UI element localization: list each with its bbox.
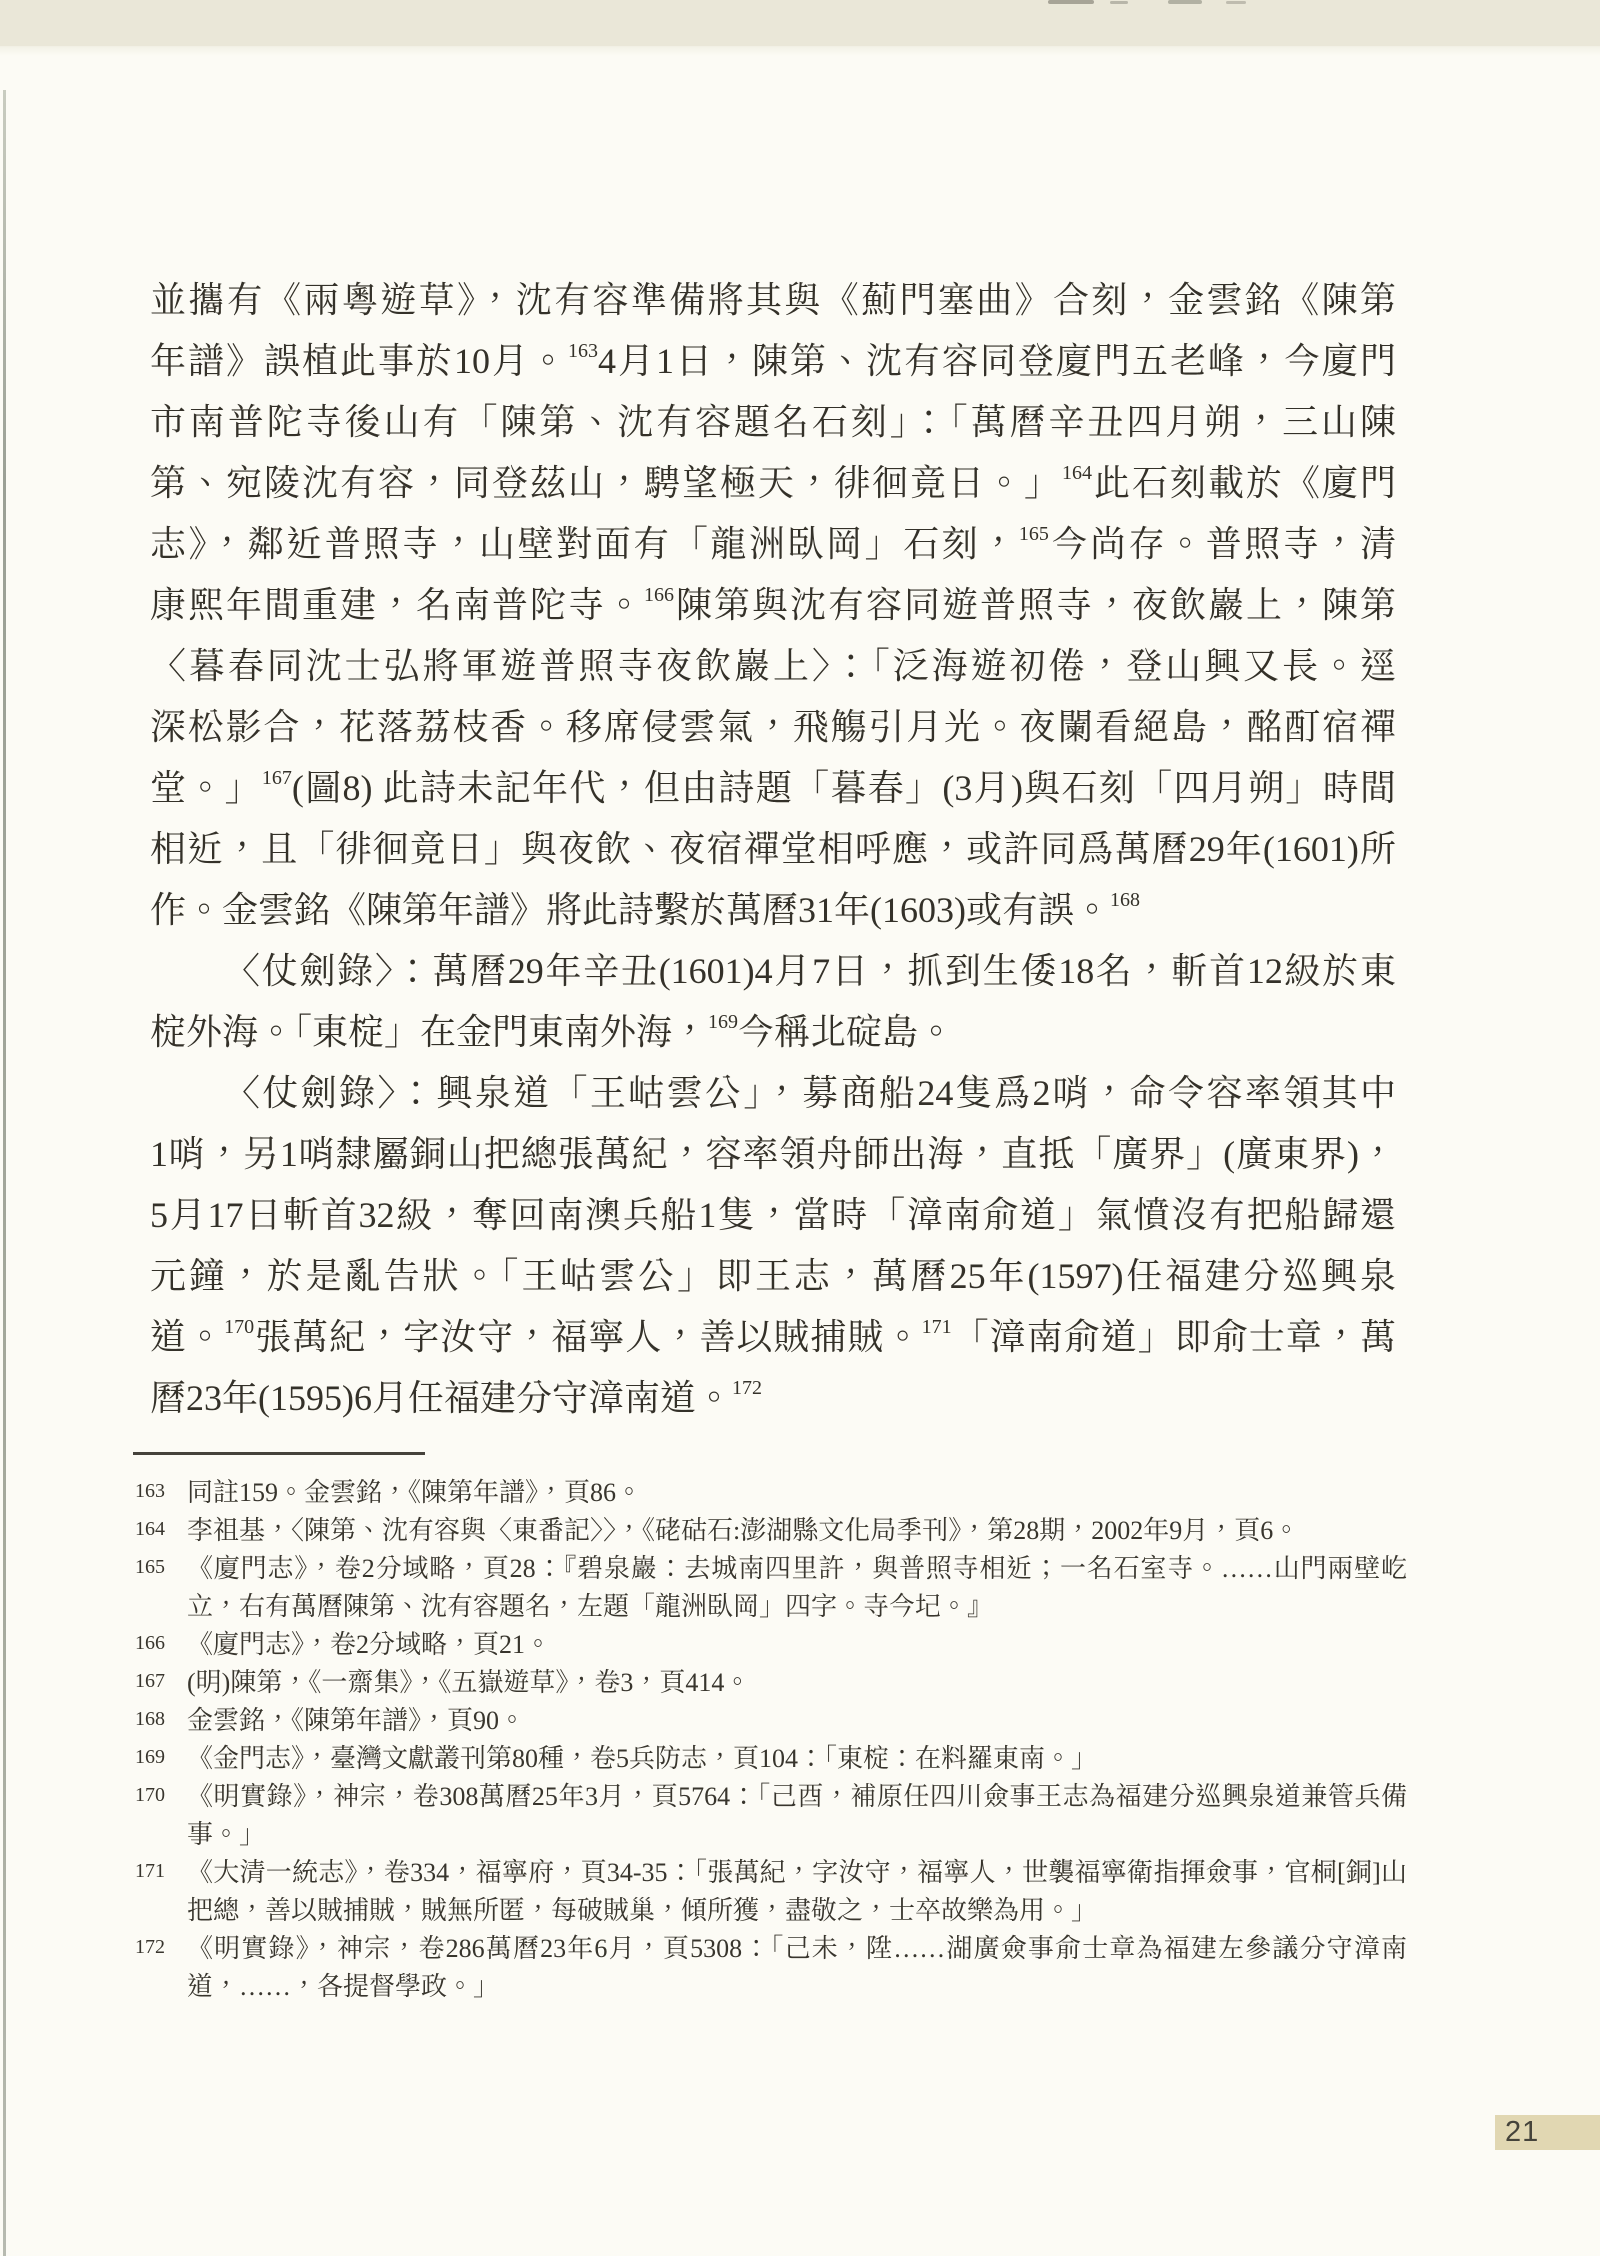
body-segment: 並攜有《兩粵遊草》，沈有容準備將其與《薊門塞曲》合刻，金雲銘《陳第: [150, 280, 1396, 320]
footnote-entry: [135, 1626, 1407, 1664]
footnote-text: 《金門志》，臺灣文獻叢刊第80種，卷5兵防志，頁104：「東椗：在料羅東南。」: [187, 1744, 1098, 1773]
body-segment: 曆23年(1595)6月任福建分守漳南道。: [150, 1378, 732, 1418]
page-number: 21: [1505, 2116, 1540, 2148]
body-line: [150, 575, 1396, 636]
footnote-entry: [135, 1778, 1407, 1854]
footnote-entry: [135, 1930, 1407, 2006]
footnote-text: 同註159。金雲銘，《陳第年譜》，頁86。: [187, 1478, 643, 1507]
body-segment: 志》，鄰近普照寺，山壁對面有「龍洲臥岡」石刻，: [150, 524, 1019, 564]
body-line: [150, 819, 1396, 880]
scan-smudge: [1226, 1, 1246, 4]
body-segment: 元鐘，於是亂告狀。「王岵雲公」即王志，萬曆25年(1597)任福建分巡興泉: [150, 1256, 1396, 1296]
body-segment: 深松影合，花落荔枝香。移席侵雲氣，飛觴引月光。夜闌看絕島，酩酊宿禪: [150, 707, 1396, 747]
footnote-entry: [135, 1702, 1407, 1740]
footnote-text: 《廈門志》，卷2分域略，頁21。: [187, 1630, 552, 1659]
footnote-number: 166: [135, 1632, 165, 1654]
body-line: [150, 880, 1396, 941]
footnote-text: 《廈門志》，卷2分域略，頁28：『碧泉巖：去城南四里許，與普照寺相近；一名石室寺。……山門兩壁屹立，右有萬曆陳第、沈有容題名，左題「龍洲臥岡」四字。寺今圮。』: [187, 1554, 1407, 1621]
footnote-ref: 168: [1109, 889, 1140, 911]
footnote-entry: [135, 1740, 1407, 1778]
body-line: [150, 1246, 1396, 1307]
body-line: [150, 758, 1396, 819]
body-line: [150, 270, 1396, 331]
body-segment: 作。金雲銘《陳第年譜》將此詩繫於萬曆31年(1603)或有誤。: [150, 890, 1110, 930]
footnote-entry: [135, 1664, 1407, 1702]
footnote-number: 170: [135, 1784, 165, 1806]
footnote-ref: 171: [921, 1316, 952, 1338]
body-segment: 第、宛陵沈有容，同登茲山，騁望極天，徘徊竟日。」: [150, 463, 1062, 503]
footnote-ref: 170: [224, 1316, 255, 1338]
body-segment: 陳第與沈有容同遊普照寺，夜飲巖上，陳第: [674, 585, 1396, 625]
page-number-box: [1495, 2115, 1600, 2150]
footnote-number: 165: [135, 1556, 165, 1578]
footnote-number: 164: [135, 1518, 165, 1540]
footnote-ref: 172: [731, 1377, 762, 1399]
footnote-text: 李祖基，〈陳第、沈有容與〈東番記〉〉，《硓𥑮石:澎湖縣文化局季刊》，第28期，2002年9月，頁6。: [187, 1516, 1300, 1545]
footnote-entry: [135, 1512, 1407, 1550]
body-segment: 張萬紀，字汝守，福寧人，善以賊捕賊。: [254, 1317, 922, 1357]
body-segment: (圖8) 此詩未記年代，但由詩題「暮春」(3月)與石刻「四月朔」時間: [291, 768, 1396, 808]
body-line: [150, 1063, 1396, 1124]
body-segment: 今稱北碇島。: [738, 1012, 955, 1052]
body-segment: 5月17日斬首32級，奪回南澳兵船1隻，當時「漳南俞道」氣憤沒有把船歸還: [150, 1195, 1396, 1235]
body-segment: 〈仗劍錄〉：興泉道「王岵雲公」，募商船24隻爲2哨，命令容率領其中: [224, 1073, 1396, 1113]
footnote-text: 金雲銘，《陳第年譜》，頁90。: [187, 1706, 526, 1735]
body-segment: 道。: [150, 1317, 225, 1357]
footnote-number: 168: [135, 1708, 165, 1730]
body-line: [150, 1002, 1396, 1063]
body-line: [150, 636, 1396, 697]
body-segment: 市南普陀寺後山有「陳第、沈有容題名石刻」：「萬曆辛丑四月朔，三山陳: [150, 402, 1396, 442]
footnote-entry: [135, 1550, 1407, 1626]
body-line: [150, 1368, 1396, 1429]
body-line: [150, 392, 1396, 453]
body-segment: 〈仗劍錄〉：萬曆29年辛丑(1601)4月7日，抓到生倭18名，斬首12級於東: [224, 951, 1396, 991]
body-line: [150, 1307, 1396, 1368]
footnote-text: 《明實錄》，神宗，卷286萬曆23年6月，頁5308：「己未，陞……湖廣僉事俞士章為福建左參議分守漳南道，……，各提督學政。」: [187, 1934, 1407, 2001]
body-segment: 「漳南俞道」即俞士章，萬: [951, 1317, 1396, 1357]
scan-smudge: [1110, 1, 1128, 4]
body-segment: 堂。」: [150, 768, 262, 808]
scan-smudge: [1048, 0, 1094, 4]
body-segment: 4月1日，陳第、沈有容同登廈門五老峰，今廈門: [598, 341, 1396, 381]
footnote-number: 167: [135, 1670, 165, 1692]
body-segment: 椗外海。「東椗」在金門東南外海，: [150, 1012, 709, 1052]
footnote-number: 171: [135, 1860, 165, 1882]
scan-smudge: [1168, 0, 1202, 4]
body-segment: 1哨，另1哨隸屬銅山把總張萬紀，容率領舟師出海，直抵「廣界」(廣東界)，: [150, 1134, 1396, 1174]
body-segment: 年譜》誤植此事於10月。: [150, 341, 568, 381]
body-line: [150, 941, 1396, 1002]
footnote-text: (明)陳第，《一齋集》，《五嶽遊草》，卷3，頁414。: [187, 1668, 751, 1697]
footnote-ref: 169: [708, 1011, 739, 1033]
body-segment: 康熙年間重建，名南普陀寺。: [150, 585, 644, 625]
body-segment: 此石刻載於《廈門: [1091, 463, 1396, 503]
body-line: [150, 697, 1396, 758]
scan-edge-line: [3, 90, 6, 2256]
body-segment: 〈暮春同沈士弘將軍遊普照寺夜飲巖上〉：「泛海遊初倦，登山興又長。逕: [150, 646, 1396, 686]
body-line: [150, 453, 1396, 514]
footnotes: [135, 1474, 1407, 2006]
footnote-number: 169: [135, 1746, 165, 1768]
body-line: [150, 331, 1396, 392]
footnote-text: 《大清一統志》，卷334，福寧府，頁34-35：「張萬紀，字汝守，福寧人，世襲福寧衛指揮僉事，官桐[銅]山把總，善以賊捕賊，賊無所匿，每破賊巢，傾所獲，盡敬之，士卒故樂為用。」: [187, 1858, 1407, 1925]
body-segment: 今尚存。普照寺，清: [1048, 524, 1396, 564]
scan-top-band: [0, 0, 1600, 47]
body-line: [150, 1185, 1396, 1246]
footnote-ref: 163: [568, 340, 598, 362]
footnote-ref: 166: [644, 584, 674, 606]
footnote-ref: 167: [261, 767, 292, 789]
footnote-separator-rule: [133, 1452, 425, 1455]
footnote-number: 172: [135, 1936, 165, 1958]
footnote-entry: [135, 1854, 1407, 1930]
footnote-ref: 165: [1018, 523, 1049, 545]
footnote-entry: [135, 1474, 1407, 1512]
footnote-number: 163: [135, 1480, 165, 1502]
footnote-ref: 164: [1061, 462, 1092, 484]
body-line: [150, 514, 1396, 575]
body-text: [150, 270, 1396, 1429]
body-line: [150, 1124, 1396, 1185]
body-segment: 相近，且「徘徊竟日」與夜飲、夜宿禪堂相呼應，或許同爲萬曆29年(1601)所: [150, 829, 1396, 869]
footnote-text: 《明實錄》，神宗，卷308萬曆25年3月，頁5764：「己酉，補原任四川僉事王志為福建分巡興泉道兼管兵備事。」: [187, 1782, 1407, 1849]
